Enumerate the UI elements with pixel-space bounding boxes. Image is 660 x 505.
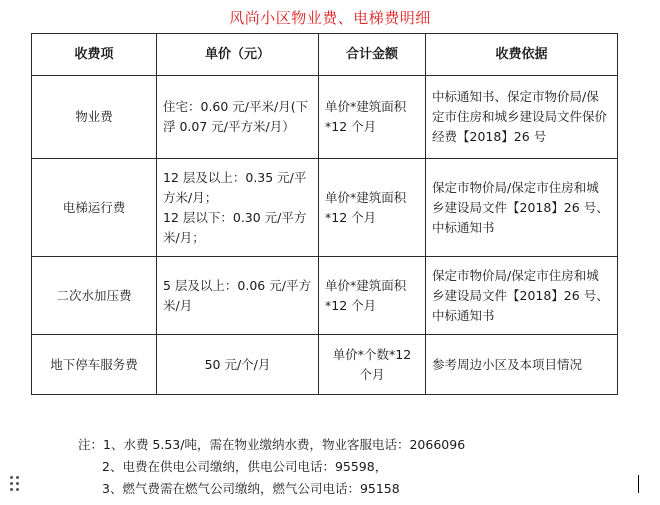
note-water: 注：1、水费 5.53/吨，需在物业缴纳水费，物业客服电话：2066096 [78, 437, 466, 452]
cell-price [157, 159, 319, 257]
cell-total: 单价*建筑面积*12 个月 [319, 159, 426, 257]
fee-table [31, 33, 618, 395]
cell-total: 单价*建筑面积*12 个月 [319, 257, 426, 335]
header-total: 合计金额 [319, 34, 426, 76]
table-row [32, 257, 618, 335]
text-cursor [638, 475, 639, 493]
cell-total: 单价*建筑面积*12 个月 [319, 76, 426, 159]
cell-item: 二次水加压费 [32, 257, 157, 335]
table-row [32, 76, 618, 159]
cell-price: 50 元/个/月 [157, 335, 319, 395]
cell-basis: 参考周边小区及本项目情况 [426, 335, 618, 395]
note-gas: 3、燃气费需在燃气公司缴纳，燃气公司电话：95158 [102, 481, 400, 496]
cell-item: 物业费 [32, 76, 157, 159]
cell-item: 电梯运行费 [32, 159, 157, 257]
header-price: 单价（元） [157, 34, 319, 76]
table-row [32, 159, 618, 257]
header-basis: 收费依据 [426, 34, 618, 76]
cell-basis: 保定市物价局/保定市住房和城乡建设局文件【2018】26 号、中标通知书 [426, 257, 618, 335]
cell-item: 地下停车服务费 [32, 335, 157, 395]
drag-handle-icon[interactable] [10, 476, 20, 492]
cell-price: 住宅：0.60 元/平米/月(下浮 0.07 元/平方米/月） [157, 76, 319, 159]
price-line-high-floor: 12 层及以上：0.35 元/平方米/月； [163, 169, 307, 205]
table-header-row [32, 34, 618, 76]
header-item: 收费项 [32, 34, 157, 76]
document-title: 风尚小区物业费、电梯费明细 [229, 9, 431, 27]
notes-section [78, 434, 465, 500]
cell-basis: 中标通知书、保定市物价局/保定市住房和城乡建设局文件保价经费【2018】26 号 [426, 76, 618, 159]
cell-total: 单价*个数*12 个月 [319, 335, 426, 395]
price-line-low-floor: 12 层以下：0.30 元/平方米/月； [163, 209, 307, 245]
table-row [32, 335, 618, 395]
cell-basis: 保定市物价局/保定市住房和城乡建设局文件【2018】26 号、中标通知书 [426, 159, 618, 257]
note-electricity: 2、电费在供电公司缴纳，供电公司电话：95598， [102, 459, 388, 474]
cell-price: 5 层及以上：0.06 元/平方米/月 [157, 257, 319, 335]
